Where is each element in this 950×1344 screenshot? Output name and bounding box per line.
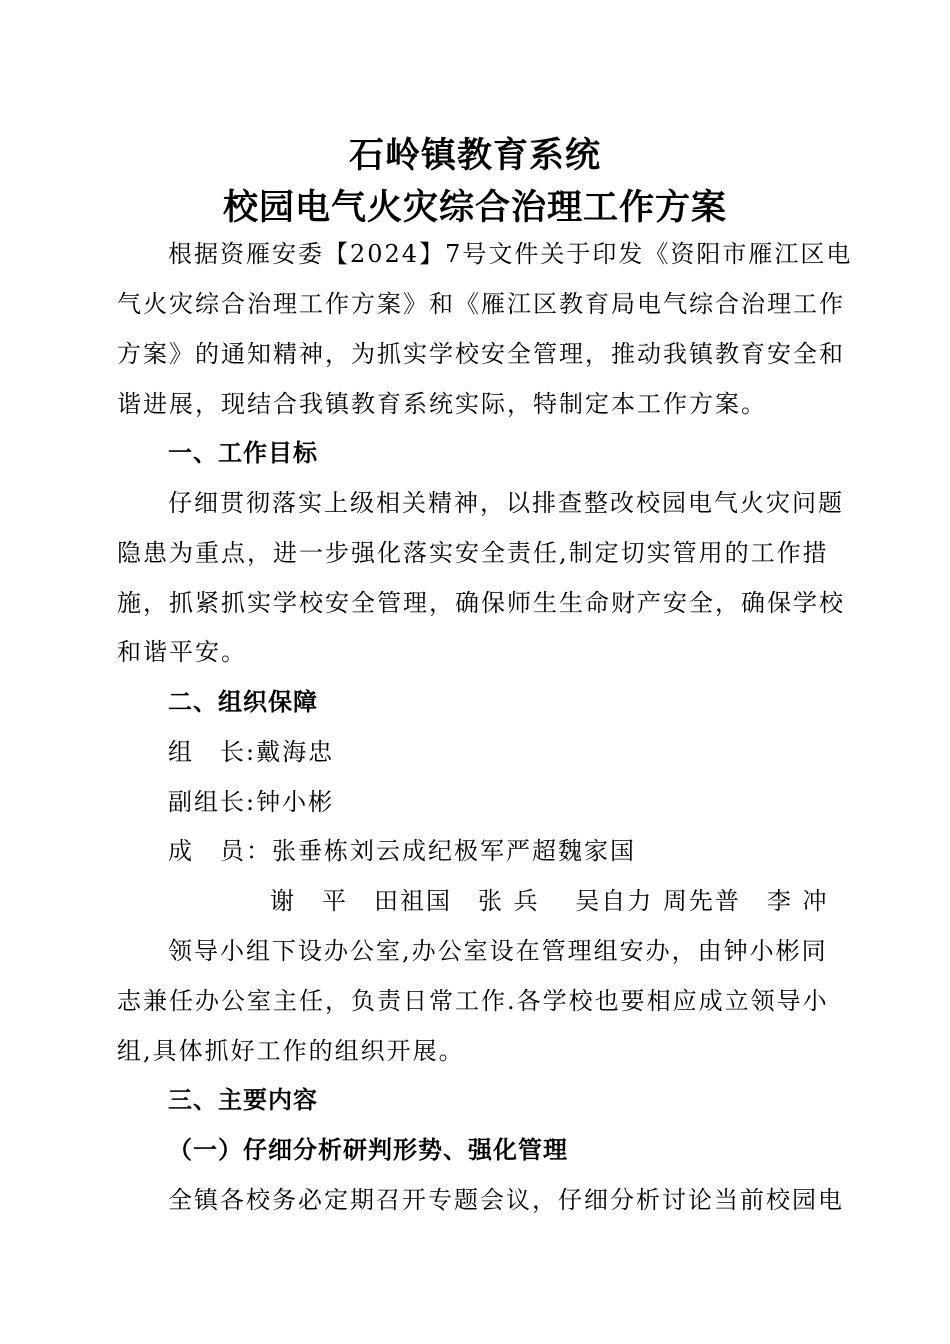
office-line: 领导小组下设办公室,办公室设在管理组安办，由钟小彬同 [168, 937, 828, 965]
intro-line: 谐进展，现结合我镇教育系统实际，特制定本工作方案。 [117, 390, 767, 418]
office-line: 组,具体抓好工作的组织开展。 [117, 1037, 465, 1065]
members-line: 成 员：张垂栋刘云成纪极军严超魏家国 [168, 837, 636, 865]
office-line: 志兼任办公室主任，负责日常工作.各学校也要相应成立领导小 [117, 987, 829, 1015]
goals-line: 和谐平安。 [117, 638, 247, 666]
document-title-line2: 校园电气火灾综合治理工作方案 [222, 187, 727, 228]
goals-line: 仔细贯彻落实上级相关精神，以排查整改校园电气火灾问题 [168, 489, 844, 517]
leader-line: 组 长:戴海忠 [168, 738, 335, 766]
goals-line: 施，抓紧抓实学校安全管理，确保师生生命财产安全，确保学校 [117, 589, 845, 617]
members-line: 谢 平 田祖国 张 兵 吴自力 周先普 李 冲 [270, 887, 829, 915]
subsection-line: 全镇各校务必定期召开专题会议，仔细分析讨论当前校园电 [168, 1186, 844, 1214]
document-title-line1: 石岭镇教育系统 [348, 135, 601, 176]
intro-line: 方案》的通知精神，为抓实学校安全管理，推动我镇教育安全和 [117, 340, 845, 368]
intro-line: 气火灾综合治理工作方案》和《雁江区教育局电气综合治理工作 [117, 290, 845, 318]
section-heading-goals: 一、工作目标 [168, 439, 318, 467]
goals-line: 隐患为重点，进一步强化落实安全责任,制定切实管用的工作措 [117, 539, 829, 567]
subsection-heading: （一）仔细分析研判形势、强化管理 [168, 1136, 568, 1164]
deputy-leader-line: 副组长:钟小彬 [168, 788, 335, 816]
intro-line: 根据资雁安委【2024】7号文件关于印发《资阳市雁江区电 [168, 240, 853, 268]
section-heading-organization: 二、组织保障 [168, 688, 318, 716]
section-heading-content: 三、主要内容 [168, 1086, 318, 1114]
